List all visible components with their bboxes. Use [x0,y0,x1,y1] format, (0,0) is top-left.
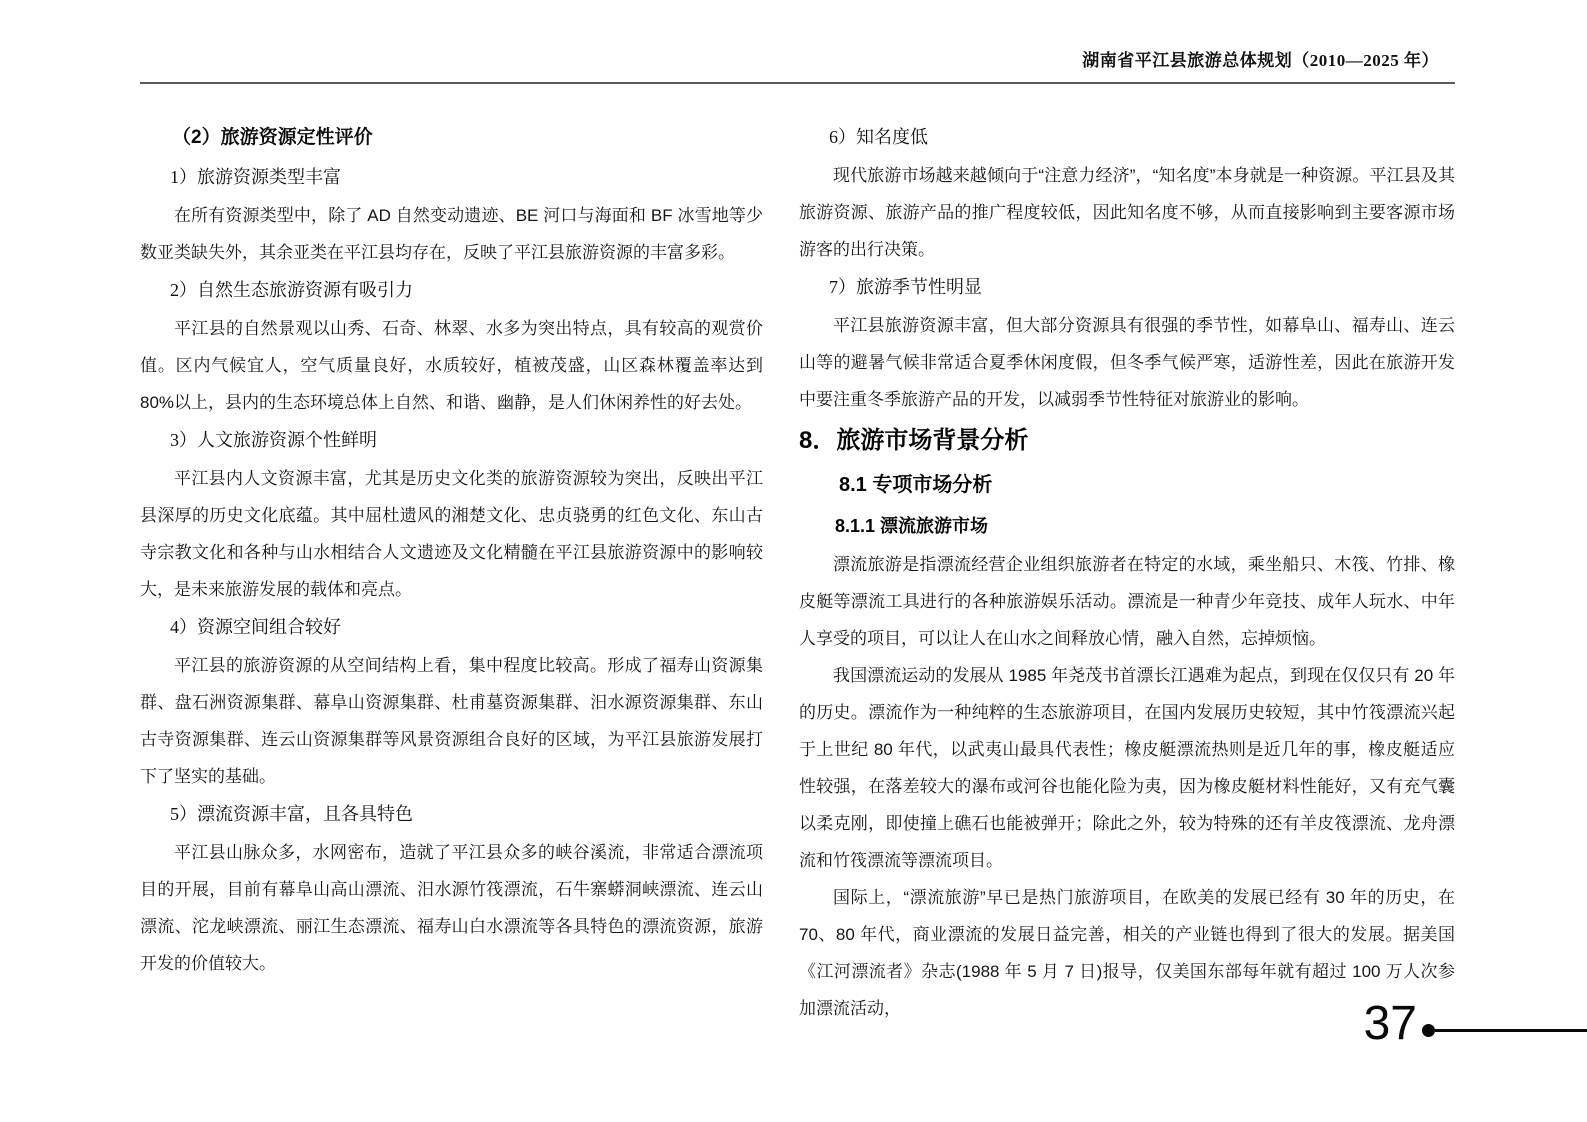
chapter-heading-market-background: 8．旅游市场背景分析 [799,427,1029,454]
paragraph-item-5: 平江县山脉众多，水网密布，造就了平江县众多的峡谷溪流，非常适合漂流项目的开展，目前有幕阜山高山漂流、汨水源竹筏漂流，石牛寨蟒洞峡漂流、连云山漂流、沱龙峡漂流、丽江生态漂流、福寿山白水漂流等各具特色的漂流资源，旅游开发的价值较大。 [140,843,763,973]
section-heading-qualitative-evaluation: （2）旅游资源定性评价 [172,127,373,148]
paragraph-rafting-international: 国际上，“漂流旅游”早已是热门旅游项目，在欧美的发展已经有 30 年的历史，在 70、80 年代，商业漂流的发展日益完善，相关的产业链也得到了很大的发展。据美国《江河漂流者》杂志(1988 年 5 月 7 日)报导，仅美国东部每年就有超过 100 万人次参加漂流活动， [799,888,1455,1018]
subsection-heading-rafting-market: 8.1.1 漂流旅游市场 [835,516,989,536]
page-footer [1363,997,1587,1050]
item-heading-6: 6）知名度低 [829,127,928,147]
paragraph-item-3: 平江县内人文资源丰富，尤其是历史文化类的旅游资源较为突出，反映出平江县深厚的历史文化底蕴。其中屈杜遗风的湘楚文化、忠贞骁勇的红色文化、东山古寺宗教文化和各种与山水相结合人文遗迹及文化精髓在平江县旅游资源中的影响较大，是未来旅游发展的载体和亮点。 [140,469,763,599]
paragraph-item-2: 平江县的自然景观以山秀、石奇、林翠、水多为突出特点，具有较高的观赏价值。区内气候宜人，空气质量良好，水质较好，植被茂盛，山区森林覆盖率达到 80%以上，县内的生态环境总体上自然、和谐、幽静，是人们休闲养性的好去处。 [140,319,763,412]
item-heading-3: 3）人文旅游资源个性鲜明 [170,430,377,450]
paragraph-item-1: 在所有资源类型中，除了 AD 自然变动遗迹、BE 河口与海面和 BF 冰雪地等少数亚类缺失外，其余亚类在平江县均存在，反映了平江县旅游资源的丰富多彩。 [140,206,763,262]
paragraph-item-7: 平江县旅游资源丰富，但大部分资源具有很强的季节性，如幕阜山、福寿山、连云山等的避暑气候非常适合夏季休闲度假，但冬季气候严寒，适游性差，因此在旅游开发中要注重冬季旅游产品的开发，以减弱季节性特征对旅游业的影响。 [799,316,1455,409]
left-column [140,118,763,1027]
item-heading-4: 4）资源空间组合较好 [170,617,341,637]
right-column [799,118,1455,1027]
item-heading-1: 1）旅游资源类型丰富 [170,167,341,187]
page-number-dot-decoration [1422,1024,1435,1037]
item-heading-7: 7）旅游季节性明显 [829,277,982,297]
page-header [0,0,1587,84]
paragraph-rafting-domestic-history: 我国漂流运动的发展从 1985 年尧茂书首漂长江遇难为起点，到现在仅仅只有 20 年的历史。漂流作为一种纯粹的生态旅游项目，在国内发展历史较短，其中竹筏漂流兴起于上世纪 80 年代，以武夷山最具代表性；橡皮艇漂流热则是近几年的事，橡皮艇适应性较强，在落差较大的瀑布或河谷也能化险为夷，因为橡皮艇材料性能好，又有充气囊以柔克刚，即使撞上礁石也能被弹开；除此之外，较为特殊的还有羊皮筏漂流、龙舟漂流和竹筏漂流等漂流项目。 [799,666,1455,870]
item-heading-5: 5）漂流资源丰富，且各具特色 [170,804,413,824]
item-heading-2: 2）自然生态旅游资源有吸引力 [170,280,413,300]
page-number-rule-decoration [1435,1029,1587,1032]
paragraph-rafting-definition: 漂流旅游是指漂流经营企业组织旅游者在特定的水域，乘坐船只、木筏、竹排、橡皮艇等漂流工具进行的各种旅游娱乐活动。漂流是一种青少年竞技、成年人玩水、中年人享受的项目，可以让人在山水之间释放心情，融入自然，忘掉烦恼。 [799,555,1455,648]
paragraph-item-6: 现代旅游市场越来越倾向于“注意力经济”，“知名度”本身就是一种资源。平江县及其旅游资源、旅游产品的推广程度较低，因此知名度不够，从而直接影响到主要客源市场游客的出行决策。 [799,166,1455,259]
page-number: 37 [1363,997,1417,1050]
section-heading-special-market: 8.1 专项市场分析 [839,474,993,496]
page-content [0,84,1587,1027]
document-title: 湖南省平江县旅游总体规划（2010—2025 年） [1082,51,1439,70]
paragraph-item-4: 平江县的旅游资源的从空间结构上看，集中程度比较高。形成了福寿山资源集群、盘石洲资源集群、幕阜山资源集群、杜甫墓资源集群、汨水源资源集群、东山古寺资源集群、连云山资源集群等风景资源组合良好的区域，为平江县旅游发展打下了坚实的基础。 [140,656,763,786]
